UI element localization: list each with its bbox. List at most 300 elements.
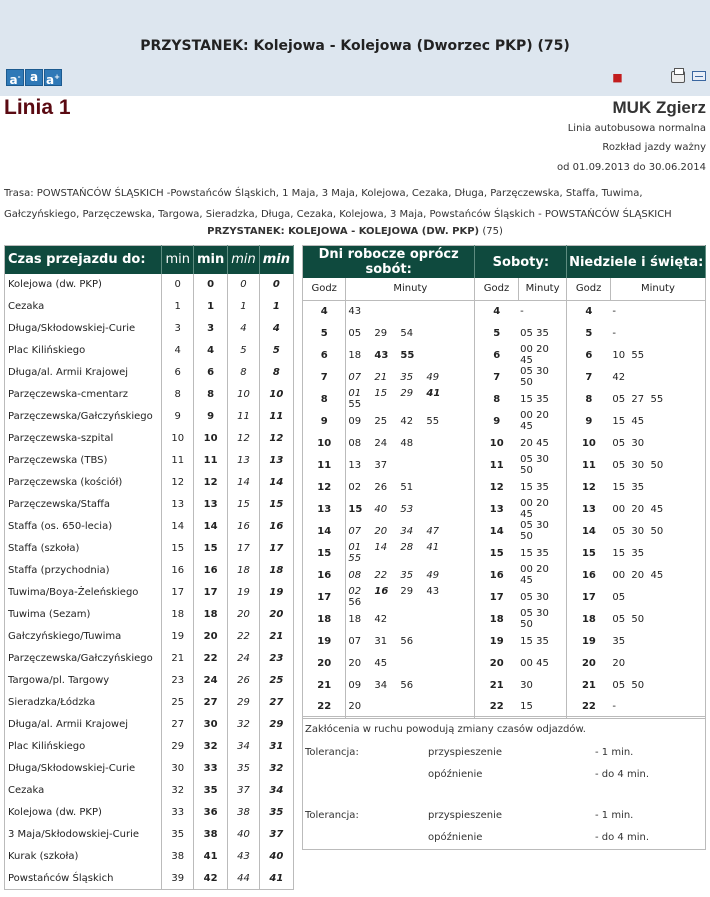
travel-minutes: 37 [259, 824, 293, 846]
saturdays-header: Soboty: [475, 246, 567, 279]
sunday-minutes: - [612, 701, 616, 713]
stop-name: Tuwima/Boya-Żeleńskiego [5, 582, 162, 604]
saturday-minutes: 05 30 50 [520, 454, 549, 476]
weekday-minutes [346, 300, 475, 322]
weekday-hour: 16 [317, 569, 332, 581]
departure-minute: 02 [348, 481, 362, 493]
travel-minutes: 11 [259, 406, 293, 428]
travel-minutes: 30 [162, 758, 194, 780]
weekday-minutes [346, 498, 475, 520]
departure-minute: 01 [348, 388, 362, 399]
weekday-minutes [346, 366, 475, 388]
weekday-hour: 14 [317, 525, 332, 537]
sunday-hour: 5 [567, 322, 610, 344]
travel-row [5, 516, 294, 538]
travel-row [5, 538, 294, 560]
travel-row [5, 494, 294, 516]
stop-name: Kolejowa (dw. PKP) [5, 274, 162, 296]
travel-minutes: 17 [162, 582, 194, 604]
travel-minutes: 33 [162, 802, 194, 824]
travel-minutes: 35 [228, 758, 260, 780]
minutes-col-header: Minuty [610, 278, 705, 300]
travel-row [5, 318, 294, 340]
saturday-minutes: 15 35 [520, 393, 549, 405]
schedule-row [303, 476, 706, 498]
notes-box: Zakłócenia w ruchu powodują zmiany czasów odjazdów. Tolerancja: przyspieszenie - 1 min. opóźnienie - do 4 min. Tolerancja: przyspieszenie - 1 min. opóźnienie - do 4 min. [302, 716, 706, 850]
saturday-minutes: 05 30 50 [520, 520, 549, 542]
departure-minute: 05 [348, 327, 362, 339]
travel-minutes: 0 [193, 274, 227, 296]
sunday-hour: 11 [567, 454, 610, 476]
weekday-hour: 9 [320, 415, 328, 427]
travel-row [5, 736, 294, 758]
travel-minutes: 22 [193, 648, 227, 670]
weekday-minutes [346, 432, 475, 454]
min-header-1: min [162, 246, 194, 274]
departure-minute: 26 [374, 481, 388, 493]
stop-name: Sieradzka/Łódzka [5, 692, 162, 714]
weekday-hour: 21 [317, 679, 332, 691]
travel-minutes: 6 [193, 362, 227, 384]
travel-minutes: 37 [228, 780, 260, 802]
travel-row [5, 780, 294, 802]
sunday-hour: 7 [567, 366, 610, 388]
saturday-hour: 22 [475, 696, 518, 718]
travel-minutes: 18 [259, 560, 293, 582]
departures-table [302, 245, 706, 719]
departure-minute: 08 [348, 437, 362, 449]
travel-row [5, 824, 294, 846]
travel-row [5, 560, 294, 582]
sunday-minutes: 15 35 [612, 481, 645, 493]
travel-time-table [4, 245, 294, 890]
departure-minute: 07 [348, 635, 362, 647]
weekday-hour: 19 [317, 635, 332, 647]
departure-minute: 43 [426, 586, 440, 597]
schedule-row [303, 366, 706, 388]
stop-name: Plac Kilińskiego [5, 340, 162, 362]
stop-name: Cezaka [5, 780, 162, 802]
travel-minutes: 18 [162, 604, 194, 626]
weekday-hour: 8 [320, 393, 328, 405]
saturday-hour: 7 [475, 366, 518, 388]
travel-minutes: 1 [228, 296, 260, 318]
saturday-minutes: 05 35 [520, 327, 549, 339]
schedule-row [303, 344, 706, 366]
travel-minutes: 18 [228, 560, 260, 582]
travel-minutes: 18 [193, 604, 227, 626]
schedule-row [303, 388, 706, 410]
departure-minute: 29 [400, 586, 414, 597]
weekday-minutes [346, 652, 475, 674]
sunday-minutes: 05 50 [612, 679, 645, 691]
travel-minutes: 25 [162, 692, 194, 714]
stop-name: Tuwima (Sezam) [5, 604, 162, 626]
validity-dates: od 01.09.2013 do 30.06.2014 [557, 162, 706, 173]
travel-minutes: 27 [193, 692, 227, 714]
weekday-hour: 6 [320, 349, 328, 361]
travel-minutes: 20 [193, 626, 227, 648]
travel-minutes: 17 [228, 538, 260, 560]
sunday-hour: 9 [567, 410, 610, 432]
saturday-minutes: - [520, 305, 524, 317]
departure-minute: 49 [426, 371, 440, 383]
departure-minute: 21 [374, 371, 388, 383]
company-name: MUK Zgierz [612, 98, 706, 117]
stop-name: 3 Maja/Skłodowskiej-Curie [5, 824, 162, 846]
sunday-hour: 21 [567, 674, 610, 696]
saturday-hour: 20 [475, 652, 518, 674]
travel-minutes: 5 [228, 340, 260, 362]
sunday-hour: 18 [567, 608, 610, 630]
travel-minutes: 0 [259, 274, 293, 296]
travel-minutes: 20 [259, 604, 293, 626]
route-description: Trasa: POWSTAŃCÓW ŚLĄSKICH -Powstańców Śląskich, 1 Maja, 3 Maja, Kolejowa, Cezaka, Długa, Parzęczewska, Staffa, Tuwima, Gałczyńskiego, Parzęczewska, Targowa, Sieradzka, Długa, Cezaka, Kolejowa, 3 Maja, Powstańców Śląskich - POWSTAŃCÓW ŚLĄSKICH [4, 188, 672, 220]
travel-minutes: 16 [162, 560, 194, 582]
departure-minute: 24 [374, 437, 388, 449]
departure-minute: 29 [400, 388, 414, 399]
saturday-hour: 18 [475, 608, 518, 630]
travel-minutes: 12 [228, 428, 260, 450]
font-normal-button[interactable]: a [25, 69, 43, 86]
stop-name: Powstańców Śląskich [5, 868, 162, 890]
weekday-minutes [346, 586, 475, 608]
departure-minute: 34 [400, 525, 414, 537]
travel-row [5, 714, 294, 736]
travel-minutes: 25 [259, 670, 293, 692]
travel-minutes: 10 [259, 384, 293, 406]
sunday-hour: 19 [567, 630, 610, 652]
travel-minutes: 6 [162, 362, 194, 384]
departure-minute: 43 [374, 349, 389, 361]
weekday-hour: 10 [317, 437, 332, 449]
weekday-hour: 5 [320, 327, 328, 339]
departure-minute: 09 [348, 415, 362, 427]
schedule-row [303, 652, 706, 674]
sunday-hour: 16 [567, 564, 610, 586]
travel-minutes: 22 [228, 626, 260, 648]
travel-minutes: 23 [162, 670, 194, 692]
travel-minutes: 38 [228, 802, 260, 824]
travel-minutes: 17 [193, 582, 227, 604]
travel-minutes: 9 [193, 406, 227, 428]
saturday-hour: 11 [475, 454, 518, 476]
departure-minute: 25 [374, 415, 388, 427]
sunday-hour: 6 [567, 344, 610, 366]
travel-row [5, 340, 294, 362]
stop-name: Długa/Skłodowskiej-Curie [5, 758, 162, 780]
weekday-hour: 13 [317, 503, 332, 515]
stop-name: Staffa (szkoła) [5, 538, 162, 560]
travel-minutes: 34 [228, 736, 260, 758]
validity-label: Rozkład jazdy ważny [602, 142, 706, 153]
stop-name: Parzęczewska-szpital [5, 428, 162, 450]
travel-minutes: 19 [259, 582, 293, 604]
travel-minutes: 3 [193, 318, 227, 340]
departure-minute: 55 [348, 399, 362, 410]
travel-minutes: 43 [228, 846, 260, 868]
schedule-row [303, 410, 706, 432]
weekday-minutes [346, 674, 475, 696]
departure-minute: 56 [400, 635, 414, 647]
saturday-hour: 12 [475, 476, 518, 498]
travel-minutes: 35 [193, 780, 227, 802]
font-larger-button[interactable]: a+ [44, 69, 62, 86]
travel-row [5, 428, 294, 450]
sunday-minutes: 15 35 [612, 547, 645, 559]
departure-minute: 35 [400, 569, 414, 581]
travel-minutes: 0 [162, 274, 194, 296]
sunday-minutes: 35 [612, 635, 626, 647]
travel-minutes: 14 [259, 472, 293, 494]
travel-minutes: 10 [162, 428, 194, 450]
travel-minutes: 11 [162, 450, 194, 472]
saturday-hour: 19 [475, 630, 518, 652]
stop-name: Parzęczewska (TBS) [5, 450, 162, 472]
travel-minutes: 17 [259, 538, 293, 560]
departure-minute: 20 [348, 701, 362, 713]
sunday-minutes: 42 [612, 371, 626, 383]
schedule-row [303, 586, 706, 608]
minutes-col-header: Minuty [346, 278, 475, 300]
travel-minutes: 12 [162, 472, 194, 494]
travel-minutes: 41 [259, 868, 293, 890]
travel-minutes: 11 [228, 406, 260, 428]
departure-minute: 42 [374, 613, 388, 625]
stop-name: Plac Kilińskiego [5, 736, 162, 758]
travel-minutes: 4 [193, 340, 227, 362]
mail-icon[interactable] [692, 71, 706, 81]
sunday-hour: 14 [567, 520, 610, 542]
font-smaller-button[interactable]: a- [6, 69, 24, 86]
stop-name: Parzęczewska/Gałczyńskiego [5, 406, 162, 428]
weekday-hour: 12 [317, 481, 332, 493]
travel-minutes: 36 [193, 802, 227, 824]
weekday-hour: 17 [317, 591, 332, 603]
departure-minute: 55 [400, 349, 415, 361]
travel-minutes: 5 [259, 340, 293, 362]
sunday-hour: 17 [567, 586, 610, 608]
weekday-minutes [346, 454, 475, 476]
travel-row [5, 450, 294, 472]
page-header [0, 0, 710, 96]
saturday-minutes: 00 20 45 [520, 344, 549, 366]
min-header-3: min [228, 246, 260, 274]
travel-minutes: 15 [259, 494, 293, 516]
travel-minutes: 24 [193, 670, 227, 692]
schedule-row [303, 432, 706, 454]
travel-minutes: 20 [228, 604, 260, 626]
saturday-hour: 9 [475, 410, 518, 432]
saturday-minutes: 30 [520, 679, 533, 691]
sunday-hour: 12 [567, 476, 610, 498]
weekday-hour: 15 [317, 547, 332, 559]
weekday-minutes [346, 696, 475, 718]
travel-minutes: 23 [259, 648, 293, 670]
stop-name: Parzęczewska (kościół) [5, 472, 162, 494]
saturday-minutes: 05 30 [520, 591, 549, 603]
saturday-minutes: 05 30 50 [520, 608, 549, 630]
departure-minute: 16 [374, 586, 389, 597]
departure-minute: 20 [374, 525, 388, 537]
travel-minutes: 40 [228, 824, 260, 846]
saturday-minutes: 00 20 45 [520, 564, 549, 586]
departure-minute: 18 [348, 613, 362, 625]
saturday-hour: 8 [475, 388, 518, 410]
sunday-minutes: - [612, 305, 616, 317]
departure-minute: 54 [400, 327, 414, 339]
travel-minutes: 16 [193, 560, 227, 582]
travel-minutes: 8 [228, 362, 260, 384]
departure-minute: 34 [374, 679, 388, 691]
print-icon[interactable] [671, 71, 685, 83]
departure-minute: 47 [426, 525, 440, 537]
minutes-col-header: Minuty [518, 278, 567, 300]
travel-minutes: 27 [259, 692, 293, 714]
departure-minute: 53 [400, 503, 414, 515]
travel-minutes: 1 [259, 296, 293, 318]
travel-minutes: 11 [193, 450, 227, 472]
travel-minutes: 27 [162, 714, 194, 736]
pdf-icon[interactable]: ■ [612, 71, 623, 84]
stop-name: Parzęczewska/Gałczyńskiego [5, 648, 162, 670]
travel-minutes: 9 [162, 406, 194, 428]
departure-minute: 08 [348, 569, 362, 581]
travel-minutes: 15 [193, 538, 227, 560]
hour-col-header: Godz [475, 278, 518, 300]
sunday-hour: 22 [567, 696, 610, 718]
sunday-minutes: 05 30 [612, 437, 645, 449]
departure-minute: 41 [426, 542, 440, 553]
weekday-minutes [346, 344, 475, 366]
saturday-minutes: 15 [520, 701, 533, 713]
saturday-hour: 13 [475, 498, 518, 520]
travel-minutes: 15 [228, 494, 260, 516]
travel-minutes: 26 [228, 670, 260, 692]
weekday-hour: 7 [320, 371, 328, 383]
travel-row [5, 362, 294, 384]
saturday-minutes: 00 20 45 [520, 498, 549, 520]
weekdays-header: Dni robocze oprócz sobót: [303, 246, 475, 279]
sundays-header: Niedziele i święta: [567, 246, 706, 279]
travel-minutes: 15 [162, 538, 194, 560]
schedule-row [303, 630, 706, 652]
travel-minutes: 32 [193, 736, 227, 758]
weekday-hour: 20 [317, 657, 332, 669]
saturday-minutes: 15 35 [520, 635, 549, 647]
info-section [0, 96, 710, 241]
min-header-4: min [259, 246, 293, 274]
travel-row [5, 868, 294, 890]
travel-minutes: 33 [193, 758, 227, 780]
weekday-minutes [346, 608, 475, 630]
travel-minutes: 3 [162, 318, 194, 340]
departure-minute: 02 [348, 586, 362, 597]
sunday-hour: 13 [567, 498, 610, 520]
travel-minutes: 29 [162, 736, 194, 758]
departure-minute: 07 [348, 371, 362, 383]
travel-minutes: 38 [193, 824, 227, 846]
travel-minutes: 13 [162, 494, 194, 516]
departure-minute: 29 [374, 327, 388, 339]
travel-minutes: 21 [162, 648, 194, 670]
departure-minute: 15 [374, 388, 388, 399]
stop-name: Długa/al. Armii Krajowej [5, 714, 162, 736]
sunday-minutes: 05 30 50 [612, 525, 664, 537]
travel-row [5, 648, 294, 670]
disruption-note: Zakłócenia w ruchu powodują zmiany czasów odjazdów. [305, 724, 586, 735]
saturday-minutes: 00 20 45 [520, 410, 549, 432]
stop-name: Parzęczewska-cmentarz [5, 384, 162, 406]
sunday-minutes: - [612, 327, 616, 339]
departure-minute: 56 [348, 597, 362, 608]
weekday-minutes [346, 542, 475, 564]
travel-minutes: 14 [193, 516, 227, 538]
departure-minute: 51 [400, 481, 414, 493]
stop-heading: PRZYSTANEK: KOLEJOWA - KOLEJOWA (DW. PKP) (75) [207, 226, 503, 237]
travel-minutes: 8 [259, 362, 293, 384]
saturday-hour: 6 [475, 344, 518, 366]
saturday-hour: 4 [475, 300, 518, 322]
departure-minute: 41 [426, 388, 441, 399]
sunday-minutes: 20 [612, 657, 626, 669]
travel-minutes: 16 [259, 516, 293, 538]
saturday-minutes: 00 45 [520, 657, 549, 669]
travel-minutes: 10 [193, 428, 227, 450]
sunday-hour: 4 [567, 300, 610, 322]
stop-name: Długa/Skłodowskiej-Curie [5, 318, 162, 340]
travel-minutes: 19 [162, 626, 194, 648]
travel-minutes: 14 [228, 472, 260, 494]
travel-row [5, 406, 294, 428]
departure-minute: 22 [374, 569, 388, 581]
sunday-minutes: 00 20 45 [612, 503, 664, 515]
travel-minutes: 4 [162, 340, 194, 362]
saturday-minutes: 15 35 [520, 481, 549, 493]
departure-minute: 40 [374, 503, 388, 515]
sunday-minutes: 10 55 [612, 349, 645, 361]
travel-row [5, 626, 294, 648]
departure-minute: 09 [348, 679, 362, 691]
travel-minutes: 19 [228, 582, 260, 604]
departure-minute: 35 [400, 371, 414, 383]
stop-name: Parzęczewska/Staffa [5, 494, 162, 516]
departure-minute: 13 [348, 459, 362, 471]
departure-minute: 01 [348, 542, 362, 553]
travel-minutes: 38 [162, 846, 194, 868]
travel-minutes: 0 [228, 274, 260, 296]
travel-row [5, 846, 294, 868]
saturday-hour: 10 [475, 432, 518, 454]
departure-minute: 56 [400, 679, 414, 691]
sunday-minutes: 00 20 45 [612, 569, 664, 581]
travel-row [5, 802, 294, 824]
departure-minute: 49 [426, 569, 440, 581]
departure-minute: 31 [374, 635, 388, 647]
weekday-minutes [346, 410, 475, 432]
travel-minutes: 8 [193, 384, 227, 406]
weekday-hour: 22 [317, 701, 332, 713]
sunday-hour: 10 [567, 432, 610, 454]
travel-minutes: 40 [259, 846, 293, 868]
font-size-controls [6, 69, 62, 86]
line-type: Linia autobusowa normalna [567, 123, 706, 134]
travel-minutes: 42 [193, 868, 227, 890]
travel-minutes: 4 [228, 318, 260, 340]
stop-name: Długa/al. Armii Krajowej [5, 362, 162, 384]
departure-minute: 43 [348, 305, 362, 317]
page-title: PRZYSTANEK: Kolejowa - Kolejowa (Dworzec PKP) (75) [140, 38, 570, 54]
